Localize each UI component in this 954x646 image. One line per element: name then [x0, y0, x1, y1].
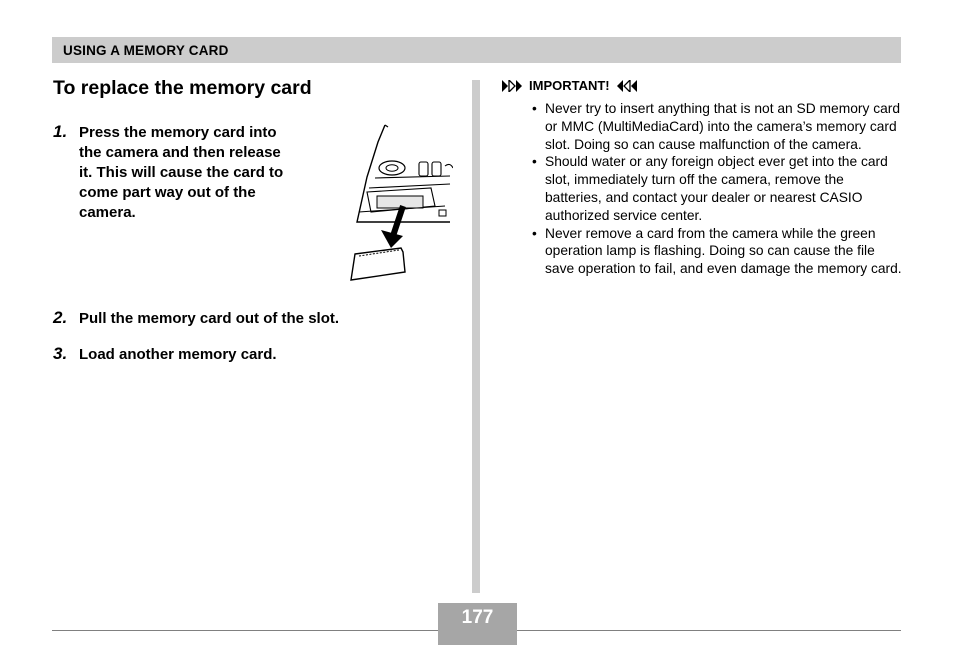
section-header-bar [52, 37, 901, 63]
step-1-line: come part way out of the [79, 184, 256, 201]
important-label: IMPORTANT! [529, 78, 610, 93]
list-item: • Should water or any foreign object ever get into the card slot, immediately turn off the camera, remove the batteries, and contact your dealer or nearest CASIO authorized service center. [532, 153, 904, 224]
right-chevrons-icon [502, 80, 524, 92]
step-2-text: Pull the memory card out of the slot. [79, 310, 340, 327]
step-1-line: Press the memory card into [79, 124, 277, 141]
step-2-number: 2. [53, 308, 68, 327]
step-1-number: 1. [53, 122, 68, 141]
list-item: • Never try to insert anything that is not an SD memory card or MMC (MultiMediaCard) into the camera’s memory card slot. Doing so can cause malfunction of the camera. [532, 100, 904, 153]
camera-card-illustration [345, 122, 453, 284]
left-chevrons-icon [615, 80, 637, 92]
important-header [502, 78, 637, 93]
step-1-text [79, 123, 283, 223]
page-number-box [438, 603, 517, 645]
step-1-line: it. This will cause the card to [79, 164, 284, 181]
step-3-number: 3. [53, 344, 68, 363]
important-list [532, 100, 904, 278]
list-item: • Never remove a card from the camera while the green operation lamp is flashing. Doing so can cause the file save operation to fail, and even damage the memory card. [532, 225, 904, 278]
step-3-text: Load another memory card. [79, 346, 277, 363]
page-number: 177 [461, 607, 494, 628]
step-1-line: camera. [79, 204, 136, 221]
step-1-line: the camera and then release [79, 144, 281, 161]
page-title: To replace the memory card [53, 77, 312, 99]
section-title: USING A MEMORY CARD [63, 43, 229, 58]
column-divider [472, 80, 480, 593]
